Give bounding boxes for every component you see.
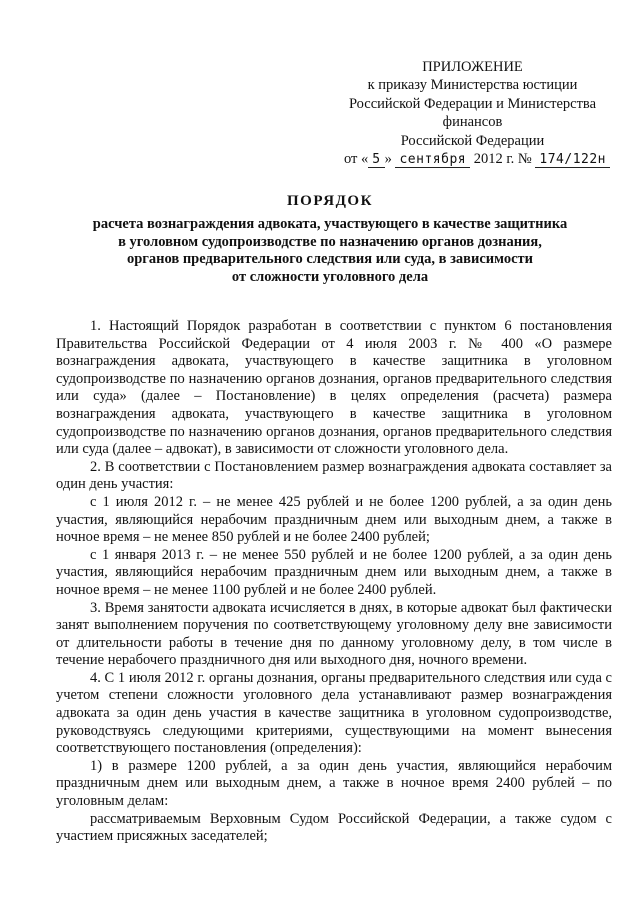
appendix-line: Российской Федерации (400, 132, 545, 149)
appendix-line: к приказу Министерства юстиции (367, 77, 578, 94)
appendix-line: финансов (442, 114, 503, 131)
date-prefix: от « (344, 151, 369, 168)
paragraph-4: 4. С 1 июля 2012 г. органы дознания, органы предварительного следствия или суда с учетом степени сложности уголовного дела устанавливают размер вознаграждения адвоката за один день участия в качестве защитника в уголовном судопроизводстве, руководствуясь следующими критериями, существующими на момент вынесения соответствующего постановления (определения): (56, 669, 612, 757)
paragraph-4-item-1-case: рассматриваемым Верховным Судом Российской Федерации, а также судом с участием присяжных заседателей; (56, 810, 612, 845)
subtitle-line: органов предварительного следствия или суда, в зависимости (126, 251, 533, 268)
date-mid: » (384, 151, 392, 168)
paragraph-2-item-2012: с 1 июля 2012 г. – не менее 425 рублей и не более 1200 рублей, а за один день участия, являющийся нерабочим праздничным днем или выходным днем, а также в ночное время – не менее 850 рублей и не более 2400 рублей; (56, 493, 612, 546)
date-year: 2012 г. № (473, 151, 532, 168)
appendix-title: ПРИЛОЖЕНИЕ (422, 59, 523, 75)
date-day: 5 (368, 152, 384, 168)
order-date-line (330, 150, 615, 169)
document-title: ПОРЯДОК (287, 193, 373, 209)
paragraph-3: 3. Время занятости адвоката исчисляется в днях, в которые адвокат был фактически занят выполнением поручения по соответствующему уголовному делу вне зависимости от длительности работы в течение дня по данному уголовному делу, в том числе в течение нерабочего праздничного дня или выходного дня, ночного времени. (56, 599, 612, 669)
subtitle-line: от сложности уголовного дела (231, 268, 429, 285)
paragraph-1: 1. Настоящий Порядок разработан в соответствии с пунктом 6 постановления Правительства Российской Федерации от 4 июля 2003 г. № 400 «О размере вознаграждения адвоката, участвующего в качестве защитника в уголовном судопроизводстве по назначению органов дознания, органов предварительного следствия или суда» (далее – Постановление) в целях определения (расчета) размера вознаграждения адвоката, участвующего в качестве защитника в уголовном судопроизводстве по назначению органов дознания, органов предварительного следствия или суда (далее – адвокат), в зависимости от сложности уголовного дела. (56, 318, 612, 458)
date-month: сентября (395, 152, 470, 168)
order-number: 174/122н (535, 152, 610, 168)
paragraph-2-item-2013: с 1 января 2013 г. – не менее 550 рублей и не более 1200 рублей, а за один день участия, являющийся нерабочим праздничным днем или выходным днем, а также в ночное время – не менее 1100 рублей и не более 2400 рублей. (56, 546, 612, 598)
document-subtitle (40, 216, 620, 286)
paragraph-2: 2. В соответствии с Постановлением размер вознаграждения адвоката составляет за один день участия: (56, 458, 612, 493)
paragraph-4-item-1: 1) в размере 1200 рублей, а за один день участия, являющийся нерабочим праздничным днем или выходным днем, а также в ночное время 2400 рублей – по уголовным делам: (56, 757, 612, 810)
subtitle-line: расчета вознаграждения адвоката, участвующего в качестве защитника (92, 216, 568, 232)
appendix-line: Российской Федерации и Министерства (348, 95, 597, 112)
appendix-header (330, 58, 615, 169)
subtitle-line: в уголовном судопроизводстве по назначению органов дознания, (118, 233, 542, 250)
document-body (56, 318, 612, 846)
